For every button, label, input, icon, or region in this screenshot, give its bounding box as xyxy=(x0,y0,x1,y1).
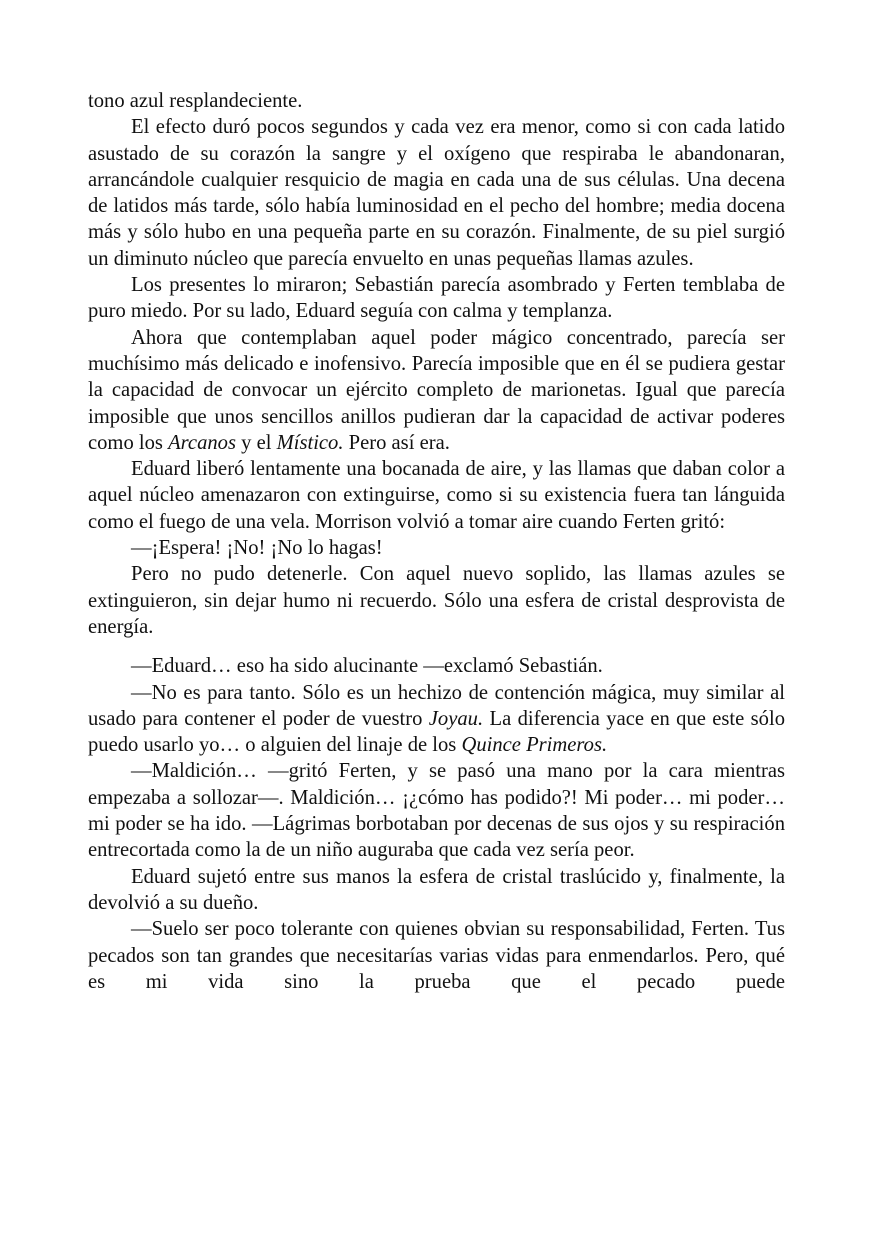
italic-run: Quince Primeros. xyxy=(461,734,608,757)
dialogue-line xyxy=(88,758,785,863)
text-run: y el xyxy=(235,431,277,454)
text-run: —Eduard… eso ha sido alucinante —exclamó Sebastián. xyxy=(131,655,603,678)
paragraph xyxy=(88,272,785,325)
paragraph xyxy=(88,456,785,535)
italic-run: Joyau. xyxy=(428,707,484,730)
text-run: —No es para tanto. Sólo es un hechizo de contención mágica, muy similar al usado para contener el poder de vuestro xyxy=(88,681,785,730)
paragraph xyxy=(88,88,785,114)
paragraph xyxy=(88,864,785,917)
dialogue-line xyxy=(88,535,785,561)
text-run: Eduard sujetó entre sus manos la esfera de cristal traslúcido y, finalmente, la devolvió a su dueño. xyxy=(88,865,785,914)
paragraph xyxy=(88,325,785,456)
paragraph xyxy=(88,561,785,640)
dialogue-line xyxy=(88,653,785,679)
italic-run: Místico. xyxy=(276,431,344,454)
text-run: —Suelo ser poco tolerante con quienes obvian su responsabilidad, Ferten. Tus pecados son tan grandes que necesitarías varias vidas para enmendarlos. Pero, qué es mi vida sino la prueba que el pecado puede xyxy=(88,918,785,993)
text-run: Pero así era. xyxy=(343,431,450,454)
text-run: Pero no pudo detenerle. Con aquel nuevo soplido, las llamas azules se extinguieron, sin dejar humo ni recuerdo. Sólo una esfera de cristal desprovista de energía. xyxy=(88,563,785,638)
text-run: —¡Espera! ¡No! ¡No lo hagas! xyxy=(131,537,383,560)
paragraph xyxy=(88,114,785,272)
text-run: Los presentes lo miraron; Sebastián parecía asombrado y Ferten temblaba de puro miedo. Por su lado, Eduard seguía con calma y templanza. xyxy=(88,274,785,323)
text-run: El efecto duró pocos segundos y cada vez era menor, como si con cada latido asustado de su corazón la sangre y el oxígeno que respiraba le abandonaran, arrancándole cualquier resquicio de magia en cada una de sus células. Una decena de latidos más tarde, sólo había luminosidad en el pecho del hombre; media docena más y sólo hubo en una pequeña parte en su corazón. Finalmente, de su piel surgió un diminuto núcleo que parecía envuelto en unas pequeñas llamas azules. xyxy=(88,116,785,270)
book-page xyxy=(88,88,785,995)
italic-run: Arcanos xyxy=(168,431,236,454)
text-run: La diferencia yace en que este sólo puedo usarlo yo… o alguien del linaje de los xyxy=(88,707,785,757)
dialogue-line xyxy=(88,916,785,995)
text-run: tono azul resplandeciente. xyxy=(88,90,303,112)
text-run: Ahora que contemplaban aquel poder mágico concentrado, parecía ser muchísimo más delicado e inofensivo. Parecía imposible que en él se pudiera gestar la capacidad de convocar un ejército completo de marionetas. Igual que parecía imposible que unos sencillos anillos pudieran dar la capacidad de activar poderes como los xyxy=(88,326,785,454)
dialogue-line xyxy=(88,680,785,759)
text-run: Eduard liberó lentamente una bocanada de aire, y las llamas que daban color a aquel núcleo amenazaron con extinguirse, como si su existencia fuera tan lánguida como el fuego de una vela. Morrison volvió a tomar aire cuando Ferten gritó: xyxy=(88,458,785,533)
text-run: —Maldición… —gritó Ferten, y se pasó una mano por la cara mientras empezaba a sollozar—. Maldición… ¡¿cómo has podido?! Mi poder… mi poder… mi poder se ha ido. —Lágrimas borbotaban por decenas de sus ojos y su respiración entrecortada como la de un niño auguraba que cada vez sería peor. xyxy=(88,760,785,862)
